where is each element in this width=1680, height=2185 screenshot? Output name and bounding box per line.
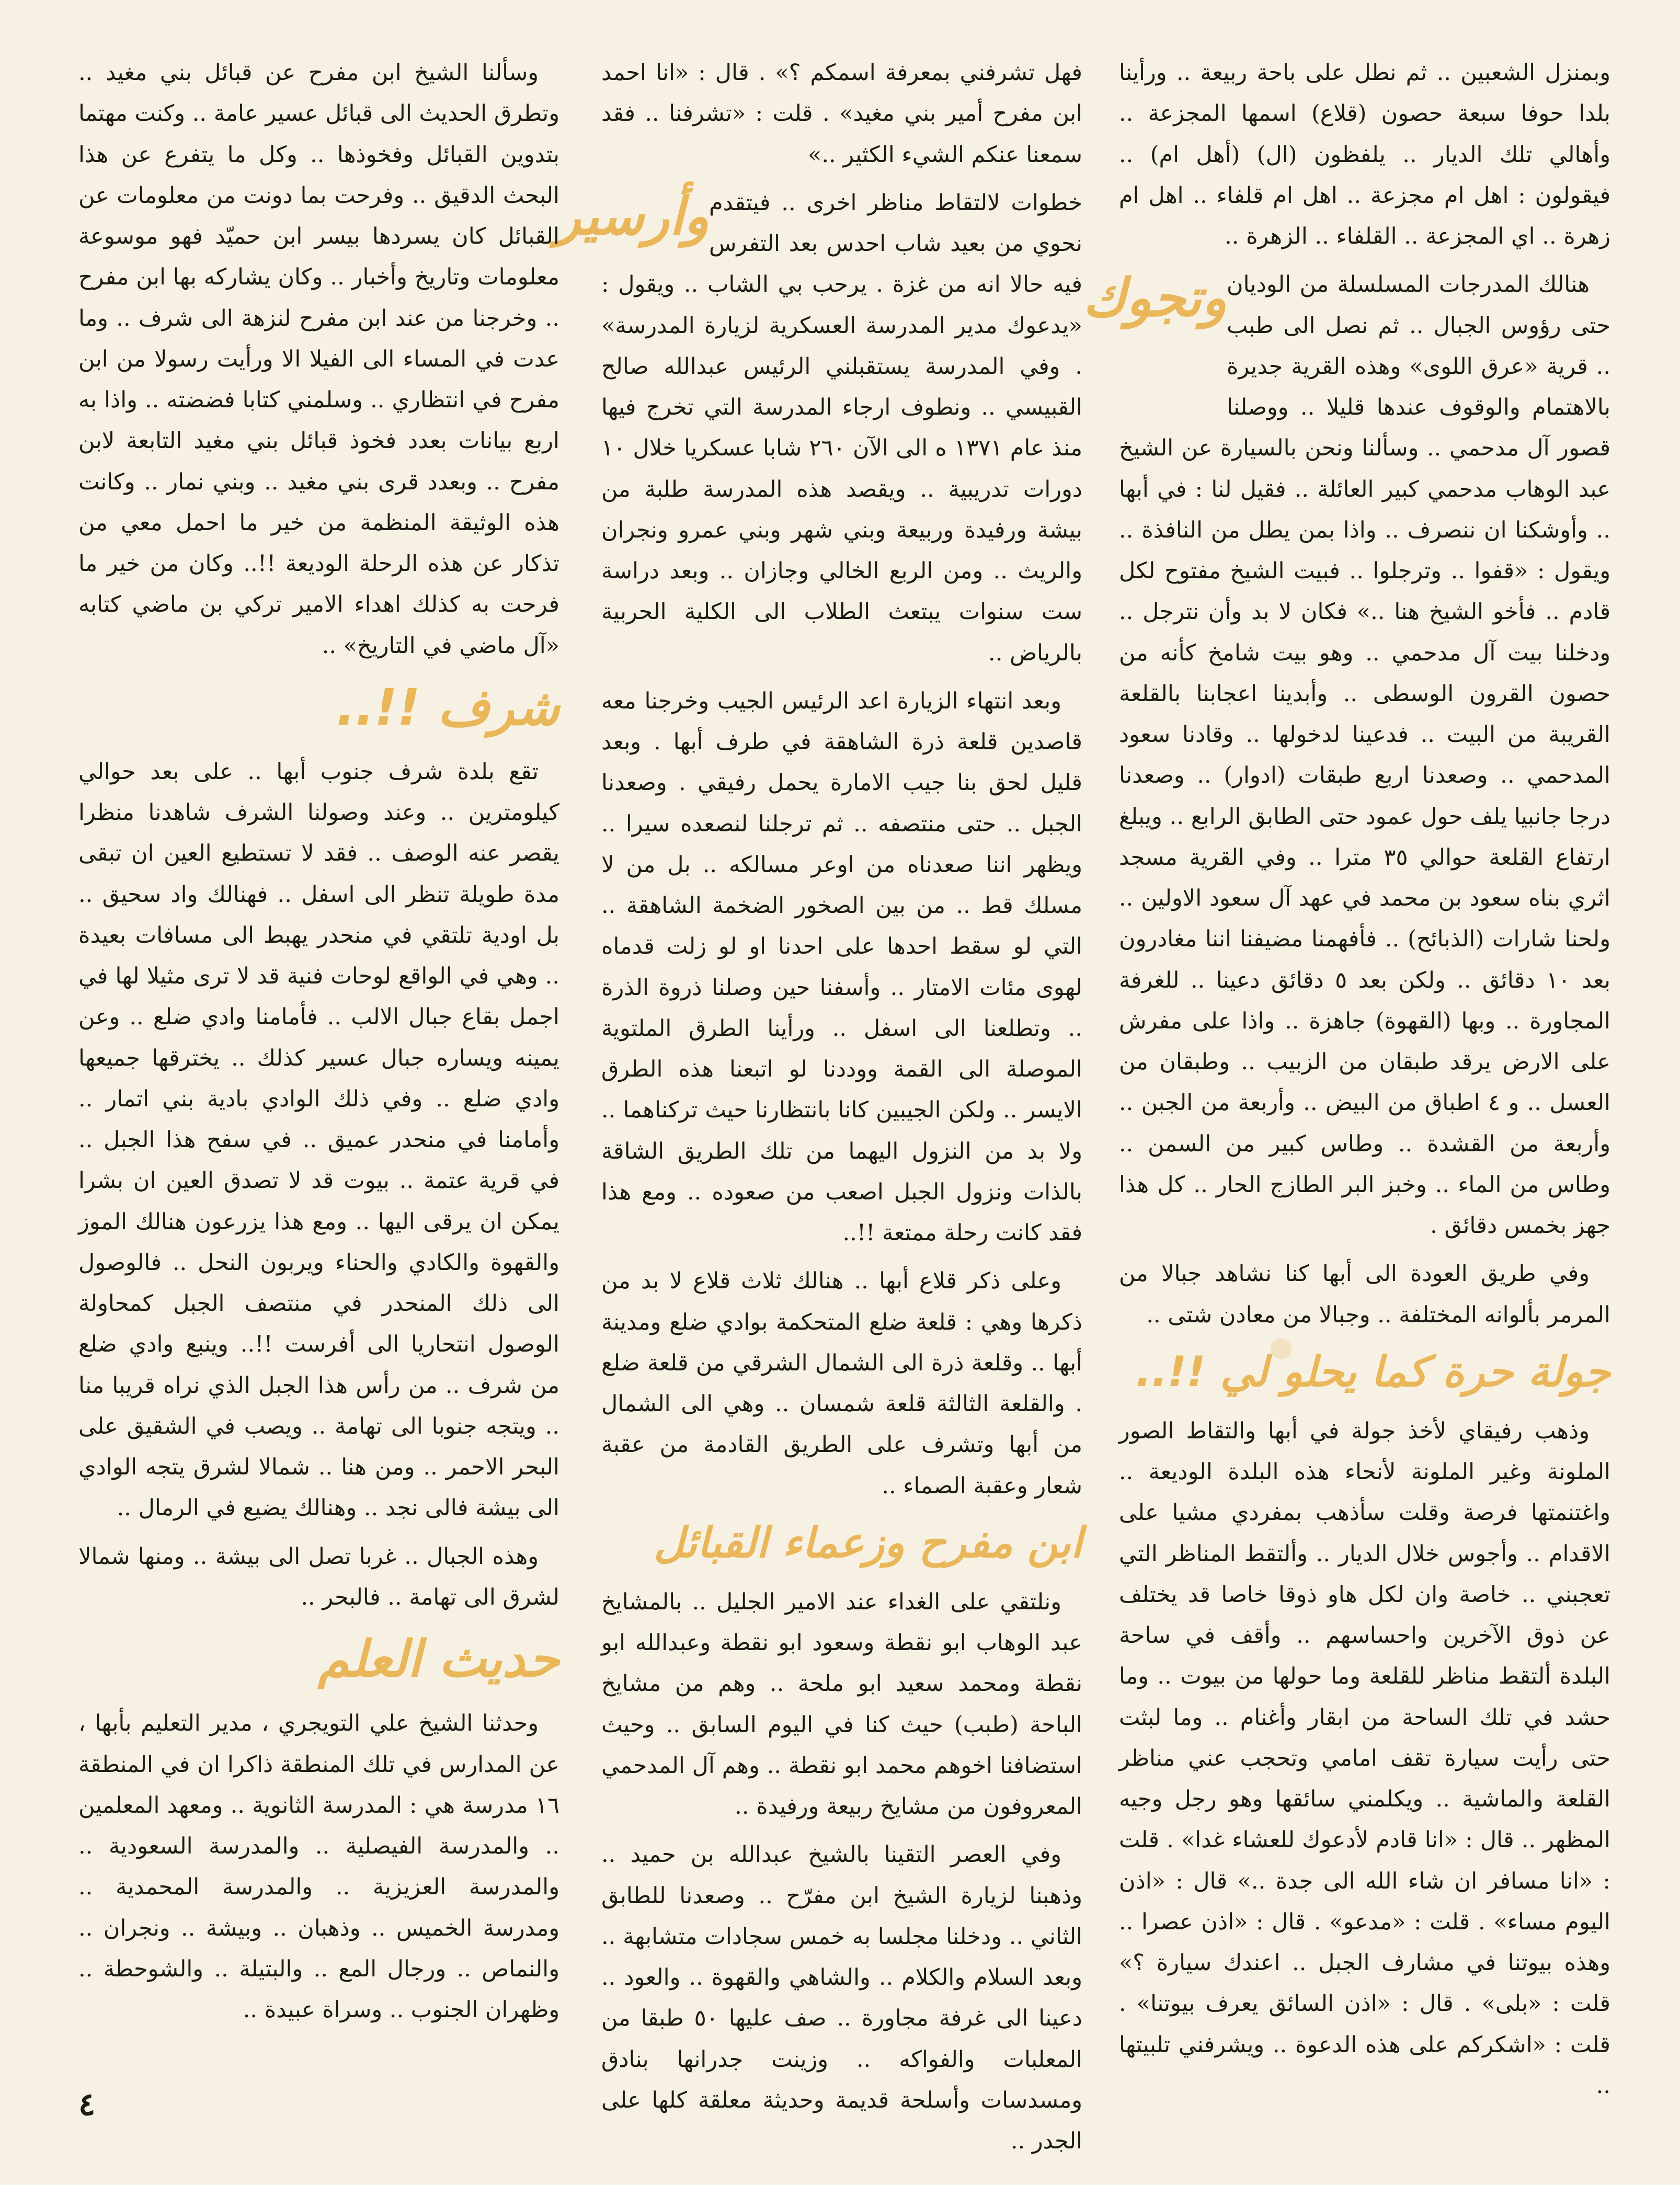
section-heading-sharaf: شرف !!.. <box>336 678 559 737</box>
section-heading-decorative: وأرسير <box>555 185 709 247</box>
paragraph: فهل تشرفني بمعرفة اسمكم ؟» . قال : «انا احمد ابن مفرح أمير بني مغيد» . قلت : «تشرفنا .. فقد سمعنا عنكم الشيء الكثير ..» <box>601 60 1082 168</box>
paragraph: هنالك المدرجات المسلسلة من الوديان حتى رؤوس الجبال .. ثم نصل الى طبب .. قرية «عرق اللوى» وهذه القرية جديرة بالاهتمام والوقوف عندها قليلا .. ووصلنا قصور آل مدحمي .. وسألنا ونحن بالسيارة عن الشيخ عبد الوهاب مدحمي كبير العائلة .. فقيل لنا : في أبها .. وأوشكنا ان ننصرف .. واذا بمن يطل من النافذة .. ويقول : «قفوا .. وترجلوا .. فبيت الشيخ مفتوح لكل قادم .. فأخو الشيخ هنا ..» فكان لا بد وأن نترجل .. ودخلنا بيت آل مدحمي .. وهو بيت شامخ كأنه من حصون القرون الوسطى .. وأبدينا اعجابنا بالقلعة القريبة من البيت .. فدعينا لدخولها .. وقادنا سعود المدحمي .. وصعدنا اربع طبقات (ادوار) .. وصعدنا درجا جانبيا يلف حول عمود حتى الطابق الرابع .. ويبلغ ارتفاع القلعة حوالي ٣٥ مترا .. وفي القرية مسجد اثري بناه سعود بن محمد في عهد آل سعود الاولين .. ولحنا شارات (الذبائح) .. فأفهمنا مضيفنا اننا مغادرون بعد ١٠ دقائق .. ولكن بعد ٥ دقائق دعينا .. للغرفة المجاورة .. وبها (القهوة) جاهزة .. واذا على مفرش على الارض يرقد طبقان من الزبيب .. وطبقان من العسل .. و ٤ اطباق من البيض .. وأربعة من الجبن .. وأربعة من القشدة .. وطاس كبير من السمن .. وطاس من الماء .. وخبز البر الطازج الحار .. كل هذا جهز بخمس دقائق . <box>1119 271 1611 1239</box>
section-heading-tour: جولة حرة كما يحلو لي !!.. <box>1135 1347 1610 1396</box>
paragraph: خطوات لالتقاط مناظر اخرى .. فيتقدم نحوي من بعيد شاب احدس بعد التفرس فيه حالا انه من غزة . يرحب بي الشاب .. ويقول : «يدعوك مدير المدرسة العسكرية لزيارة المدرسة» . وفي المدرسة يستقبلني الرئيس عبدالله صالح القبيسي .. ونطوف ارجاء المدرسة التي تخرج فيها منذ عام ١٣٧١ ه الى الآن ٢٦٠ شابا عسكريا خلال ١٠ دورات تدريبية .. ويقصد هذه المدرسة طلبة من بيشة ورفيدة وربيعة وبني شهر وبني عمرو ونجران والريث .. ومن الربع الخالي وجازان .. وبعد دراسة ست سنوات يبتعث الطلاب الى الكلية الحربية بالرياض .. <box>601 189 1082 666</box>
paragraph: وحدثنا الشيخ علي التويجري ، مدير التعليم بأبها ، عن المدارس في تلك المنطقة ذاكرا ان في المنطقة ١٦ مدرسة هي : المدرسة الثانوية .. ومعهد المعلمين .. والمدرسة الفيصلية .. والمدرسة السعودية .. والمدرسة العزيزية .. والمدرسة المحمدية .. ومدرسة الخميس .. وذهبان .. وبيشة .. ونجران .. والنماص .. ورجال المع .. والبتيلة .. والشوحطة .. وظهران الجنوب .. وسراة عبيدة .. <box>78 1710 559 2023</box>
section-heading-decorative: وتجوك <box>1083 267 1227 329</box>
paragraph: وذهب رفيقاي لأخذ جولة في أبها والتقاط الصور الملونة وغير الملونة لأنحاء هذه البلدة الوديعة .. واغتنمتها فرصة وقلت سأذهب بمفردي مشيا على الاقدام .. وأجوس خلال الديار .. وألتقط المناظر التي تعجبني .. خاصة وان لكل هاو ذوقا خاصا قد يختلف عن ذوق الآخرين واحساسهم .. وأقف في ساحة البلدة ألتقط مناظر للقلعة وما حولها من بيوت .. وما حشد في تلك الساحة من ابقار وأغنام .. وما لبثت حتى رأيت سيارة تقف امامي وتحجب عني مناظر القلعة والماشية .. ويكلمني سائقها وهو رجل وجيه المظهر .. قال : «انا قادم لأدعوك للعشاء غدا» . قلت : «انا مسافر ان شاء الله الى جدة ..» قال : «اذن اليوم مساء» . قلت : «مدعو» . قال : «اذن عصرا .. وهذه بيوتنا في مشارف الجبل .. اعندك سيارة ؟» قلت : «بلى» . قال : «اذن السائق يعرف بيوتنا» . قلت : «اشكركم على هذه الدعوة .. ويشرفني تلبيتها .. <box>1119 1417 1610 2099</box>
left-column <box>78 52 559 2133</box>
paragraph: وسألنا الشيخ ابن مفرح عن قبائل بني مغيد .. وتطرق الحديث الى قبائل عسير عامة .. وكنت مهتما بتدوين القبائل وفخوذها .. وكل ما يتفرع عن هذا البحث الدقيق .. وفرحت بما دونت من معلومات عن القبائل كان يسردها بيسر ابن حميّد فهو موسوعة معلومات وتاريخ وأخبار .. وكان يشاركه بها ابن مفرح .. وخرجنا من عند ابن مفرح لنزهة الى شرف .. وما عدت في المساء الى الفيلا الا ورأيت رسولا من ابن مفرح في انتظاري .. وسلمني كتابا فضضته .. واذا به اربع بيانات بعدد فخوذ قبائل بني مغيد التابعة لابن مفرح .. وبعدد قرى بني مغيد .. وبني نمار .. وكانت هذه الوثيقة المنظمة من خير ما احمل معي من تذكار عن هذه الرحلة الوديعة !!.. وكان من خير ما فرحت به كذلك اهداء الامير تركي بن ماضي كتابه «آل ماضي في التاريخ» .. <box>78 60 559 659</box>
section-heading-education: حديث العلم <box>317 1630 559 1689</box>
paper-stain <box>1271 1339 1292 1359</box>
section-heading-ibn-mufarrah: ابن مفرح وزعماء القبائل <box>654 1518 1082 1567</box>
paragraph: وهذه الجبال .. غربا تصل الى بيشة .. ومنها شمالا لشرق الى تهامة .. فالبحر .. <box>78 1543 559 1610</box>
paragraph: وبمنزل الشعبين .. ثم نطل على باحة ربيعة .. ورأينا بلدا حوفا سبعة حصون (قلاع) اسمها المجزعة .. وأهالي تلك الديار .. يلفظون (ال) (أهل ام) .. فيقولون : اهل ام مجزعة .. اهل ام قلفاء .. اهل ام زهرة .. اي المجزعة .. القلفاء .. الزهرة .. <box>1119 60 1610 249</box>
paragraph: وعلى ذكر قلاع أبها .. هنالك ثلاث قلاع لا بد من ذكرها وهي : قلعة ضلع المتحكمة بوادي ضلع ومدينة أبها .. وقلعة ذرة الى الشمال الشرقي من قلعة ضلع . والقلعة الثالثة قلعة شمسان .. وهي الى الشمال من أبها وتشرف على الطريق القادمة من عقبة شعار وعقبة الصماء .. <box>601 1268 1082 1499</box>
paragraph: وفي العصر التقينا بالشيخ عبدالله بن حميد .. وذهبنا لزيارة الشيخ ابن مفرّح .. وصعدنا للطابق الثاني .. ودخلنا مجلسا به خمس سجادات متشابهة .. وبعد السلام والكلام .. والشاهي والقهوة .. والعود .. دعينا الى غرفة مجاورة .. صف عليها ٥٠ طبقا من المعلبات والفواكه .. وزينت جدرانها بنادق ومسدسات وأسلحة قديمة وحديثة معلقة كلها على الجدر .. <box>601 1841 1082 2154</box>
paragraph: تقع بلدة شرف جنوب أبها .. على بعد حوالي كيلومترين .. وعند وصولنا الشرف شاهدنا منظرا يقصر عنه الوصف .. فقد لا تستطيع العين ان تبقى مدة طويلة تنظر الى اسفل .. فهنالك واد سحيق .. بل اودية تلتقي في منحدر يهبط الى مسافات بعيدة .. وهي في الواقع لوحات فنية قد لا ترى مثيلا لها في اجمل بقاع جبال الالب .. فأمامنا وادي ضلع .. وعن يمينه ويساره جبال عسير كذلك .. يخترقها جميعها وادي ضلع .. وفي ذلك الوادي بادية بني اتمار .. وأمامنا في منحدر عميق .. في سفح هذا الجبل .. في قرية عتمة .. بيوت قد لا تصدق العين ان بشرا يمكن ان يرقى اليها .. ومع هذا يزرعون هنالك الموز والقهوة والكادي والحناء ويربون النحل .. فالوصول الى ذلك المنحدر في منتصف الجبل كمحاولة الوصول انتحاريا الى أفرست !!.. وينبع وادي ضلع من شرف .. من رأس هذا الجبل الذي نراه قريبا منا .. ويتجه جنوبا الى تهامة .. ويصب في الشقيق على البحر الاحمر .. ومن هنا .. شمالا لشرق يتجه الوادي الى بيشة فالى نجد .. وهنالك يضيع في الرمال .. <box>78 758 559 1522</box>
paragraph: وبعد انتهاء الزيارة اعد الرئيس الجيب وخرجنا معه قاصدين قلعة ذرة الشاهقة في طرف أبها . وبعد قليل لحق بنا جيب الامارة يحمل رفيقي . وصعدنا الجبل .. حتى منتصفه .. ثم ترجلنا لنصعده سيرا .. ويظهر اننا صعدناه من اوعر مسالكه .. بل من لا مسلك قط .. من بين الصخور الضخمة الشاهقة .. التي لو سقط احدها على احدنا او لو زلت قدماه لهوى مئات الامتار .. وأسفنا حين وصلنا ذروة الذرة .. وتطلعنا الى اسفل .. ورأينا الطرق الملتوية الموصلة الى القمة ووددنا لو اتبعنا هذه الطرق الايسر .. ولكن الجيبين كانا بانتظارنا حيث تركناهما .. ولا بد من النزول اليهما من تلك الطريق الشاقة بالذات ونزول الجبل اصعب من صعوده .. ومع هذا فقد كانت رحلة ممتعة !!.. <box>601 688 1082 1246</box>
paragraph: وفي طريق العودة الى أبها كنا نشاهد جبالا من المرمر بألوانه المختلفة .. وجبالا من معادن شتى .. <box>1119 1261 1610 1328</box>
middle-column <box>555 52 1082 2154</box>
page-number: ٤ <box>78 2086 96 2123</box>
right-column <box>1083 52 1611 2133</box>
paragraph: ونلتقي على الغداء عند الامير الجليل .. بالمشايخ عبد الوهاب ابو نقطة وسعود ابو نقطة وعبدالله ابو نقطة ومحمد سعيد ابو ملحة .. وهم من مشايخ الباحة (طبب) حيث كنا في اليوم السابق .. وحيث استضافنا اخوهم محمد ابو نقطة .. وهم آل المدحمي المعروفون من مشايخ ربيعة ورفيدة .. <box>601 1588 1082 1820</box>
